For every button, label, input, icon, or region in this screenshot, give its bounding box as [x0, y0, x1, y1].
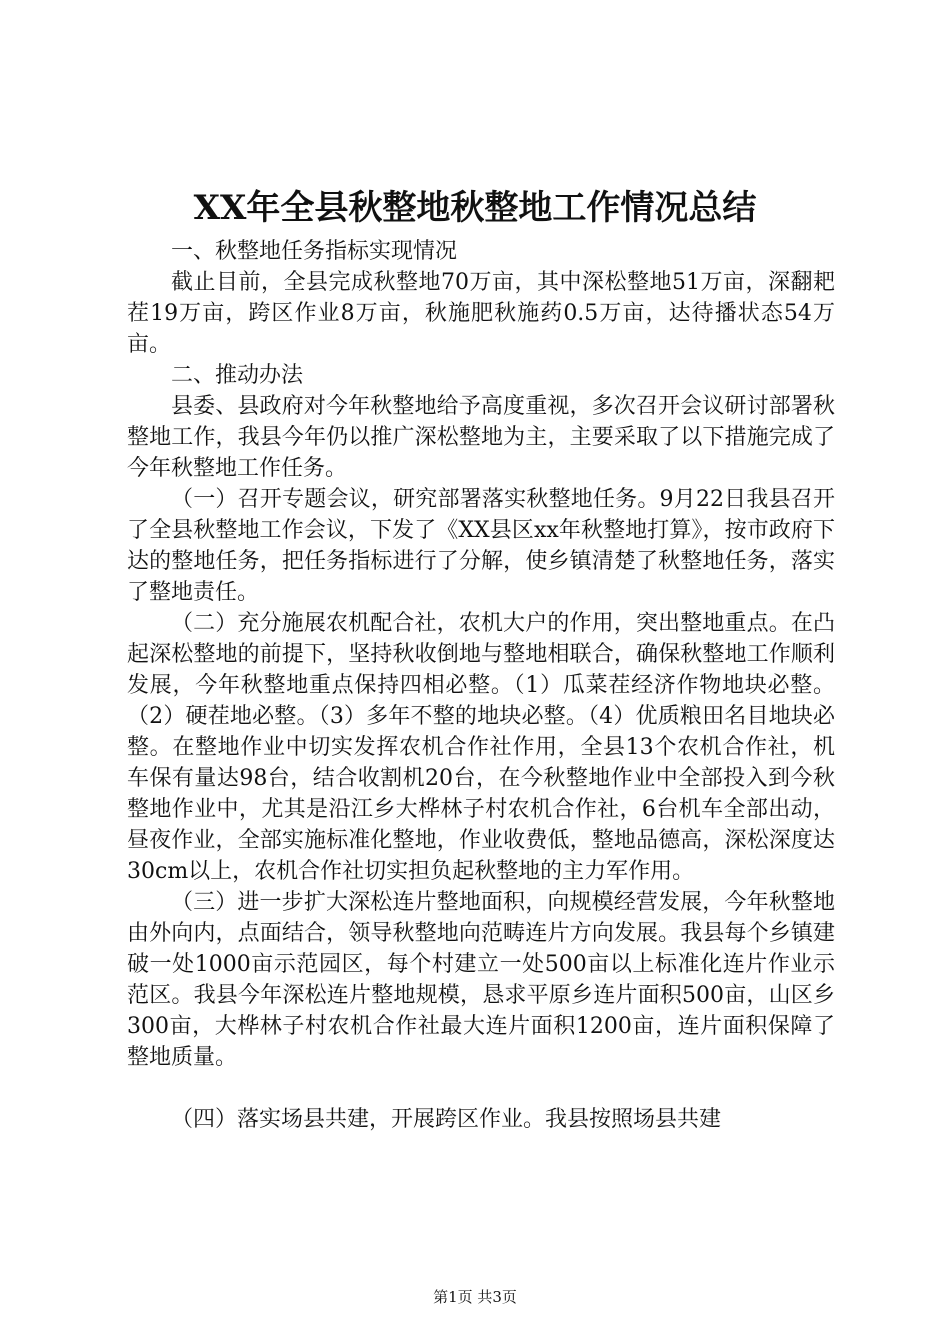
document-body — [127, 236, 835, 1135]
paragraph-measure-1: （一）召开专题会议，研究部署落实秋整地任务。9月22日我县召开了全县秋整地工作会议，下发了《XX县区xx年秋整地打算》，按市政府下达的整地任务，把任务指标进行了分解，使乡镇清楚了秋整地任务，落实了整地责任。 — [127, 487, 835, 605]
document-title: XX年全县秋整地秋整地工作情况总结 — [193, 188, 757, 228]
section-heading-1: 一、秋整地任务指标实现情况 — [171, 239, 458, 264]
paragraph-progress: 截止目前，全县完成秋整地70万亩，其中深松整地51万亩，深翻耙茬19万亩，跨区作业8万亩，秋施肥秋施药0.5万亩，达待播状态54万亩。 — [127, 270, 835, 357]
paragraph-measure-3: （三）进一步扩大深松连片整地面积，向规模经营发展，今年秋整地由外向内，点面结合，领导秋整地向范畴连片方向发展。我县每个乡镇建破一处1000亩示范园区，每个村建立一处500亩以上标准化连片作业示范区。我县今年深松连片整地规模，恳求平原乡连片面积500亩，山区乡300亩，大桦林子村农机合作社最大连片面积1200亩，连片面积保障了整地质量。 — [127, 890, 835, 1070]
page-footer: 第1页 共3页 — [433, 1288, 517, 1306]
section-heading-2: 二、推动办法 — [171, 363, 304, 388]
paragraph-measures-intro: 县委、县政府对今年秋整地给予高度重视，多次召开会议研讨部署秋整地工作，我县今年仍以推广深松整地为主，主要采取了以下措施完成了今年秋整地工作任务。 — [127, 394, 835, 481]
paragraph-measure-2: （二）充分施展农机配合社，农机大户的作用，突出整地重点。在凸起深松整地的前提下，坚持秋收倒地与整地相联合，确保秋整地工作顺利发展，今年秋整地重点保持四相必整。（1）瓜菜茬经济作物地块必整。（2）硬茬地必整。（3）多年不整的地块必整。（4）优质粮田名目地块必整。在整地作业中切实发挥农机合作社作用，全县13个农机合作社，机车保有量达98台，结合收割机20台，在今秋整地作业中全部投入到今秋整地作业中，尤其是沿江乡大桦林子村农机合作社，6台机车全部出动，昼夜作业，全部实施标准化整地，作业收费低，整地品德高，深松深度达30cm以上，农机合作社切实担负起秋整地的主力军作用。 — [127, 611, 835, 884]
paragraph-measure-4: （四）落实场县共建，开展跨区作业。我县按照场县共建 — [171, 1107, 722, 1132]
